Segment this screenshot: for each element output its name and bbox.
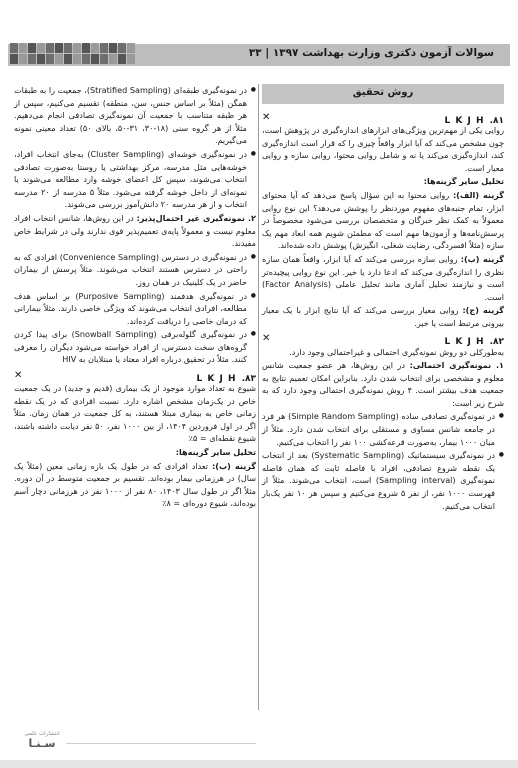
subheading: ۲. نمونه‌گیری غیر احتمال‌پذیر: — [136, 212, 256, 223]
list-item: ● در نمونه‌گیری سیستماتیک (Systematic Sampling) بعد از انتخاب یک نقطه شروع تصادفی، افراد با فاصله ثابت که همان فاصله نمونه‌گیری (Sampling interval) است، انتخاب می‌شوند. مثلاً از فهرست ۱۰۰۰ نفر، از نفر ۵ شروع می‌کنیم و سپس هر ۱۰ نفر یک‌بار انتخاب می‌کنیم. — [262, 449, 504, 512]
logo-subtitle: انتشارات علمی — [24, 731, 60, 737]
question-header-82 — [262, 332, 504, 346]
option-label: گزینه (الف): — [452, 189, 504, 200]
question-number: ۸۱. — [489, 115, 504, 126]
question-header-83 — [14, 368, 256, 382]
option-analysis-b — [262, 253, 504, 303]
right-column — [262, 84, 504, 513]
section-title-bar — [262, 84, 504, 104]
footer-rule — [66, 743, 256, 744]
subheading: ۱. نمونه‌گیری احتمالی: — [409, 360, 504, 371]
list-item: ● در نمونه‌گیری هدفمند (Purposive Sampling) بر اساس هدف مطالعه، افرادی انتخاب می‌شوند که ویژگی خاصی دارند. مثلاً بیمارانی که درمان خاصی را دریافت کرده‌اند. — [14, 290, 256, 328]
option-text: تعداد افرادی که در طول یک بازه زمانی معین (مثلاً یک سال) در هرزمانی بیمار بوده‌اند. تقسیم بر جمعیت متوسط در آن دوره. مثلاً اگر در طول سال ۱۴۰۳، ۸۰ نفر از ۱۰۰۰ نفر در هرزمانی دچار آسم بوده‌اند، شیوع دوره‌ای = ۸٪ — [14, 460, 257, 509]
probability-sampling — [262, 359, 504, 409]
close-icon: ✕ — [14, 369, 23, 381]
close-icon: ✕ — [262, 333, 271, 344]
question-header-81 — [262, 110, 504, 124]
logo-name: سـنـا — [28, 737, 56, 750]
paragraph-text: در این روش‌ها، شانس انتخاب افراد معلوم نیست و معمولاً پایه‌ی تعمیم‌پذیر قوی ندارند ولی در شرایط خاص مفیدند. — [14, 212, 256, 249]
option-analysis-c — [262, 304, 504, 329]
header-decoration — [10, 43, 135, 64]
question-number: ۸۲. — [489, 337, 504, 347]
option-analysis-b — [14, 460, 256, 510]
question-number: ۸۳. — [241, 373, 256, 384]
answer-text: روایی یکی از مهم‌ترین ویژگی‌های ابزارهای اندازه‌گیری در پژوهش است، چون مشخص می‌کند که آیا ابزار واقعاً چیزی را که قرار است اندازه‌گیری کند، اندازه‌گیری می‌کند یا نه و شامل روایی محتوا، روایی سازه و روایی معیار است. — [262, 125, 504, 173]
column-divider — [258, 84, 259, 710]
option-text: روایی محتوا به این سؤال پاسخ می‌دهد که آیا محتوای ابزار، تمام جنبه‌های مفهوم موردنظر را پوشش می‌دهد؟ این نوع روایی معمولاً به کمک نظر خبرگان و متخصصان بررسی می‌شود مخصوصاً در پرسش‌نامه‌ها و آزمون‌ها مهم است که مطمئن شویم همه ابعاد مهم یک سازه (مثلاً افسردگی، رضایت شغلی، انگیزش) پوشش داده شده‌اند. — [262, 189, 504, 251]
analysis-title: تحلیل سایر گزینه‌ها: — [175, 447, 256, 458]
answer-text: شیوع به تعداد موارد موجود از یک بیماری (قدیم و جدید) در یک جمعیت خاص در یک‌زمان مشخص اشاره دارد. نسبت افرادی که در یک نقطه زمانی خاص به بیماری مبتلا هستند، به کل جمعیت در همان زمان. مثلاً اگر در اول فروردین ۱۴۰۴، از بین ۱۰۰۰ نفر، ۵۰ نفر دیابت داشته باشند، شیوع نقطه‌ای = ۵٪ — [14, 383, 256, 444]
option-label: گزینه (ج): — [462, 305, 504, 316]
section-title: روش تحقیق — [352, 87, 414, 98]
footer-stripe — [0, 760, 518, 768]
non-probability-sampling — [14, 212, 256, 250]
option-text: روایی سازه بررسی می‌کند که آیا ابزار، واقعاً همان سازه نظری را اندازه‌گیری می‌کند که ادعا دارد یا خیر. این نوع روایی پیچیده‌تر است و نیازمند تحلیل آماری مانند تحلیل عاملی (Factor Analysis) است. — [262, 253, 504, 302]
answer-options-icon: L K J H — [444, 115, 485, 126]
list-item: ● در نمونه‌گیری طبقه‌ای (Stratified Sampling)، جمعیت را به طبقات همگن (مثلاً بر اساس جنس، سن، منطقه) تقسیم می‌کنیم، سپس از هر طبقه متناسب با جمعیت آن نمونه‌گیری تصادفی انجام می‌دهیم. مثلاً از هر گروه سنی (۱۸-۳۰، ۳۱-۵۰، بالای ۵۰) تعداد معینی نمونه می‌گیریم. — [14, 84, 256, 147]
left-column — [14, 84, 256, 511]
answer-text: به‌طورکلی دو روش نمونه‌گیری احتمالی و غیراحتمالی وجود دارد. — [289, 346, 504, 357]
publisher-logo — [22, 731, 62, 750]
list-item: ● در نمونه‌گیری گلوله‌برفی (Snowball Sampling) برای پیدا کردن گروه‌های سخت دسترس، از افراد خواسته می‌شود دیگران را معرفی کنند. مثلاً در تحقیق درباره افراد معتاد یا مبتلایان به HIV — [14, 328, 256, 366]
list-item: ● در نمونه‌گیری خوشه‌ای (Cluster Sampling) به‌جای انتخاب افراد، خوشه‌هایی مثل مدرسه، مرکز بهداشتی یا روستا به‌صورت تصادفی انتخاب می‌شوند، سپس کل اعضای خوشه وارد مطالعه می‌شوند یا نمونه‌ای از داخل خوشه گرفته می‌شود. مثلاً ۵ مدرسه از ۲۰ مدرسه انتخاب و از هر مدرسه ۲۰ دانش‌آموز بررسی می‌شوند. — [14, 148, 256, 211]
answer-options-icon: L K J H — [444, 337, 485, 347]
paragraph-text: در این روش‌ها، هر عضو جمعیت شانس معلوم و مشخصی برای انتخاب شدن دارد. بنابراین امکان تعمیم نتایج به جمعیت هدف بیشتر است. ۴ روش نمونه‌گیری احتمالی وجود دارد که به شرح زیر است: — [262, 360, 504, 408]
answer-options-icon: L K J H — [196, 373, 237, 384]
list-item: ● در نمونه‌گیری تصادفی ساده (Simple Random Sampling) هر فرد در جامعه شانس مساوی و مستقلی برای انتخاب شدن دارد. مثلاً از میان ۱۰۰۰ بیمار، به‌صورت قرعه‌کشی ۱۰۰ نفر را انتخاب می‌کنیم. — [262, 410, 504, 448]
option-label: گزینه (ب): — [460, 253, 504, 264]
option-analysis-a — [262, 189, 504, 252]
page-title: سوالات آزمون دکتری وزارت بهداشت ۱۳۹۷ | ۳۳ — [248, 47, 494, 59]
close-icon: ✕ — [262, 111, 271, 123]
option-text: روایی معیار بررسی می‌کند که آیا نتایج ابزار با یک معیار بیرونی مرتبط است یا خیر. — [262, 305, 504, 328]
option-label: گزینه (ب): — [212, 460, 256, 471]
list-item: ● در نمونه‌گیری در دسترس (Convenience Sampling) افرادی که به راحتی در دسترس هستند انتخاب می‌شوند. مثلاً پرسش از بیماران حاضر در یک کلینیک در همان روز. — [14, 251, 256, 289]
analysis-title: تحلیل سایر گزینه‌ها: — [423, 176, 504, 187]
